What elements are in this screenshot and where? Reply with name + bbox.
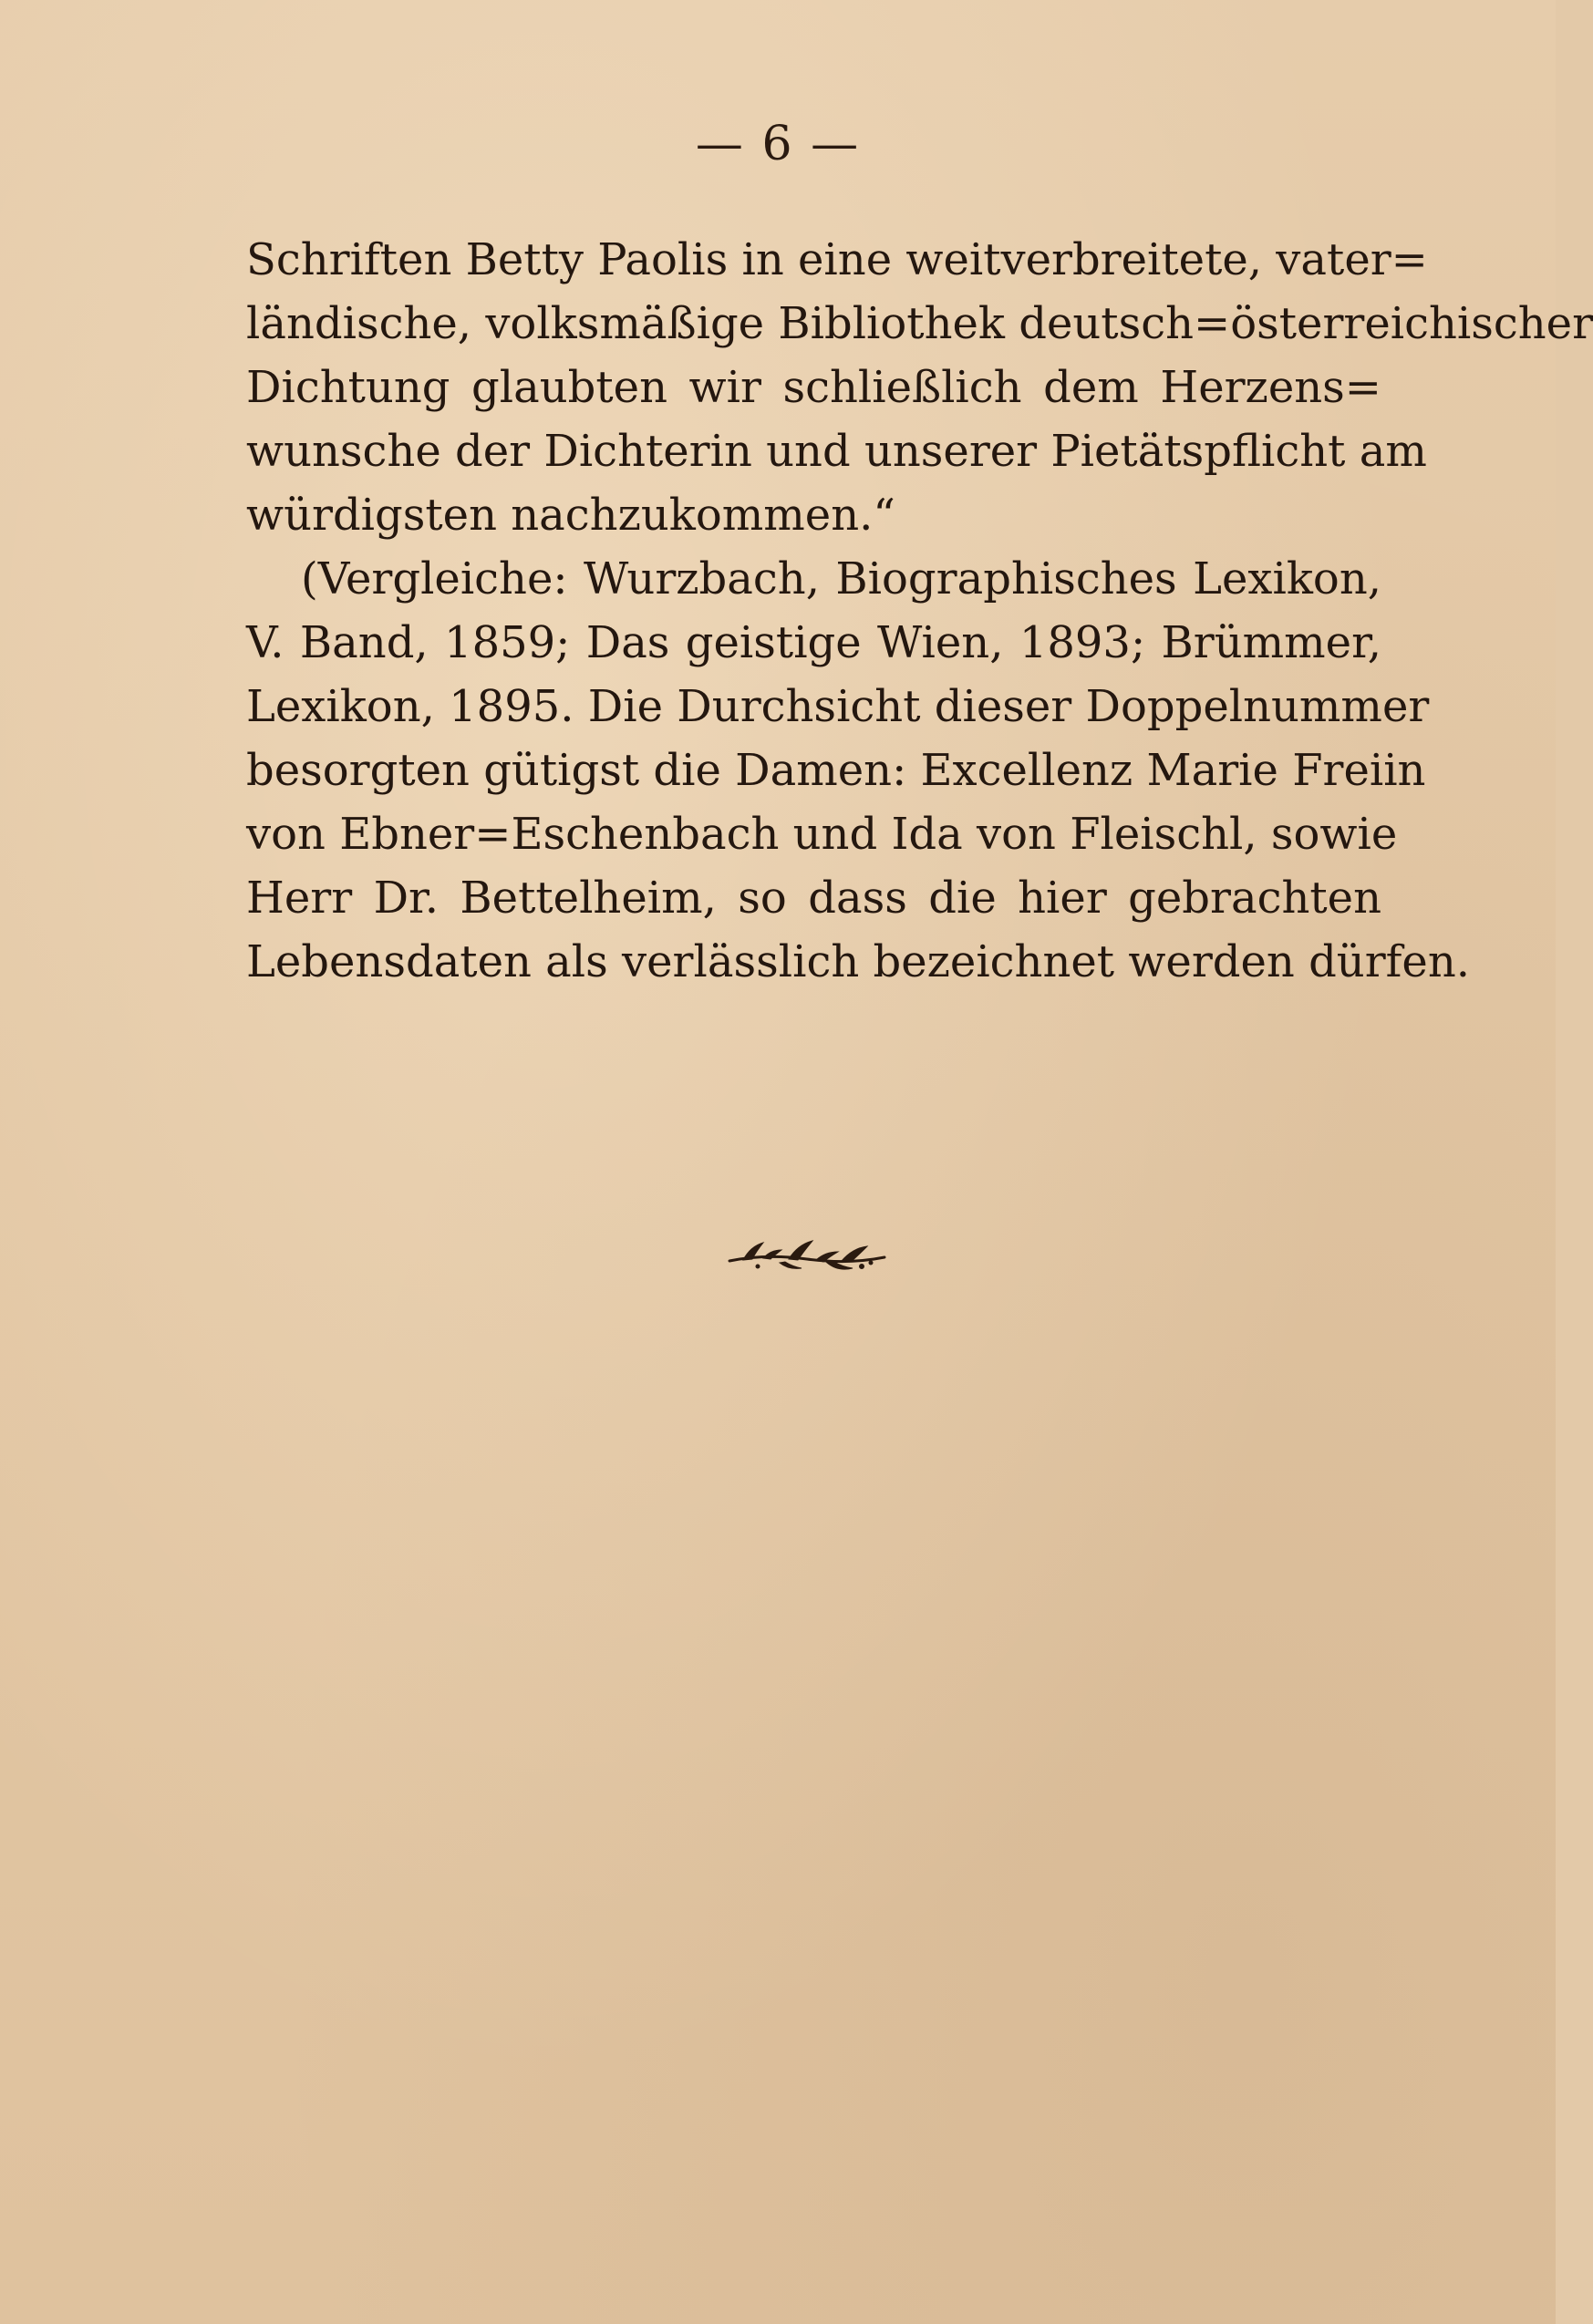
text-line: Herr Dr. Bettelheim, so dass die hier gebrachten bbox=[246, 873, 1381, 924]
text-line: Dichtung glaubten wir schließlich dem Herzens= bbox=[246, 362, 1381, 413]
text-line: ländische, volksmäßige Bibliothek deutsch=österreichischer bbox=[246, 298, 1593, 349]
text-line: V. Band, 1859; Das geistige Wien, 1893; Brümmer, bbox=[246, 617, 1381, 668]
text-line: würdigsten nachzukommen.“ bbox=[246, 490, 895, 541]
text-line: Lexikon, 1895. Die Durchsicht dieser Doppelnummer bbox=[246, 681, 1430, 732]
text-line: besorgten gütigst die Damen: Excellenz Marie Freiin bbox=[246, 745, 1426, 796]
text-line: wunsche der Dichterin und unserer Pietätspflicht am bbox=[246, 426, 1427, 477]
page-number: — 6 — bbox=[695, 117, 861, 171]
text-line: (Vergleiche: Wurzbach, Biographisches Lexikon, bbox=[301, 553, 1381, 604]
body-text bbox=[246, 228, 1593, 994]
floral-ornament-icon bbox=[725, 1226, 889, 1281]
text-line: von Ebner=Eschenbach und Ida von Fleischl, sowie bbox=[246, 809, 1398, 860]
text-line: Lebensdaten als verlässlich bezeichnet werden dürfen. bbox=[246, 936, 1471, 987]
text-line: Schriften Betty Paolis in eine weitverbreitete, vater= bbox=[246, 234, 1428, 285]
